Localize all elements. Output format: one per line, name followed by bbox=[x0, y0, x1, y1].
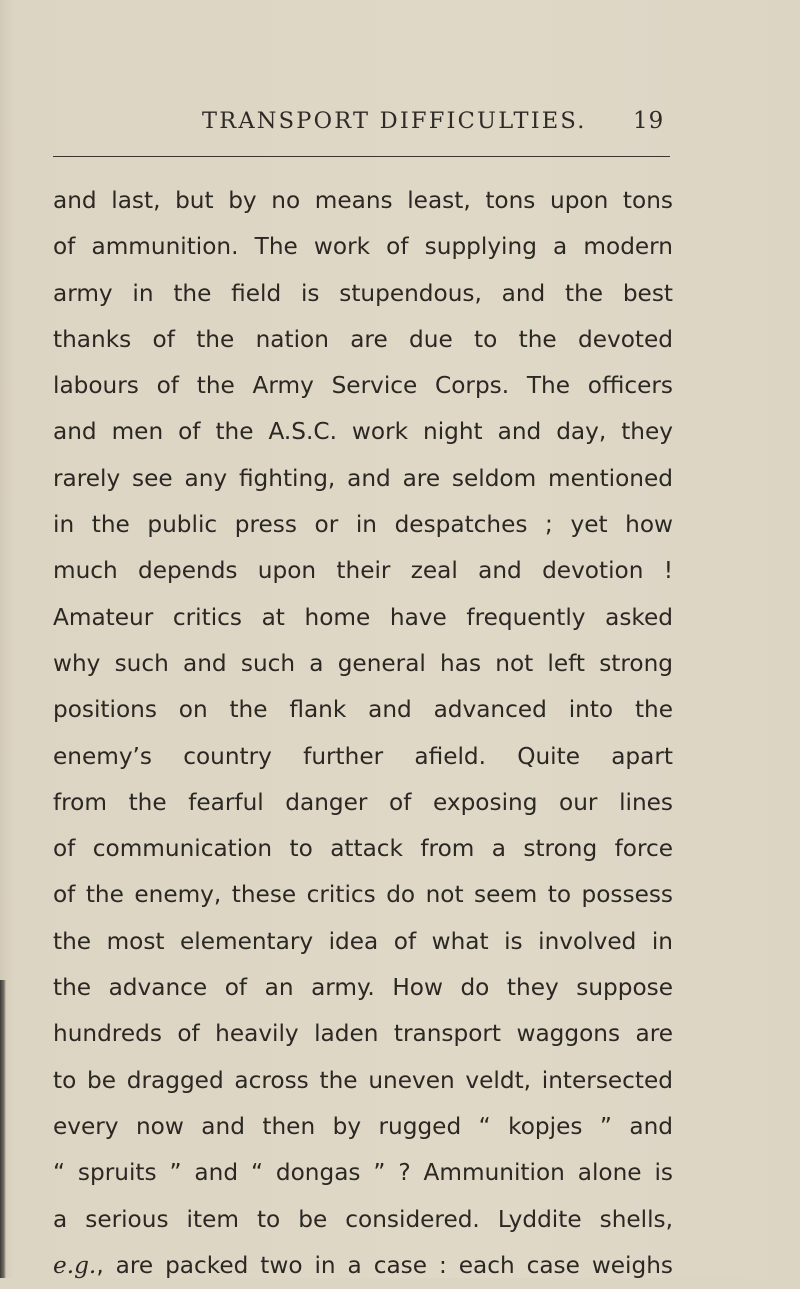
text-line: much depends upon their zeal and devotion ! bbox=[53, 557, 673, 585]
text-line: labours of the Army Service Corps. The officers bbox=[53, 372, 673, 400]
page-number: 19 bbox=[633, 108, 665, 134]
text-line: of communication to attack from a strong force bbox=[53, 835, 673, 863]
header-rule bbox=[53, 156, 670, 157]
page-header bbox=[40, 108, 700, 148]
page-binding-edge bbox=[0, 980, 6, 1278]
text-line: every now and then by rugged “ kopjes ” and bbox=[53, 1112, 673, 1140]
text-line: of ammunition. The work of supplying a modern bbox=[53, 233, 673, 261]
text-line: and men of the A.S.C. work night and day, they bbox=[53, 418, 673, 446]
text-line: in the public press or in despatches ; yet how bbox=[53, 511, 673, 539]
text-line: army in the field is stupendous, and the best bbox=[53, 279, 673, 307]
text-line: rarely see any fighting, and are seldom mentioned bbox=[53, 464, 673, 492]
text-line: a serious item to be considered. Lyddite shells, bbox=[53, 1205, 673, 1233]
text-line: hundreds of heavily laden transport waggons are bbox=[53, 1020, 673, 1048]
text-line: thanks of the nation are due to the devoted bbox=[53, 325, 673, 353]
text-line: the advance of an army. How do they suppose bbox=[53, 974, 673, 1002]
text-line: the most elementary idea of what is involved in bbox=[53, 927, 673, 955]
text-line: positions on the flank and advanced into the bbox=[53, 696, 673, 724]
text-line: to be dragged across the uneven veldt, intersected bbox=[53, 1066, 673, 1094]
text-line: of the enemy, these critics do not seem to possess bbox=[53, 881, 673, 909]
text-line: from the fearful danger of exposing our lines bbox=[53, 788, 673, 816]
text-line-last bbox=[53, 1243, 673, 1289]
body-text bbox=[53, 178, 673, 1289]
text-line: “ spruits ” and “ dongas ” ? Ammunition alone is bbox=[53, 1159, 673, 1187]
text-line: why such and such a general has not left strong bbox=[53, 649, 673, 677]
last-line-rest: , are packed two in a case : each case weighs bbox=[96, 1251, 673, 1279]
italic-abbreviation: e.g. bbox=[53, 1251, 97, 1279]
running-head: TRANSPORT DIFFICULTIES. bbox=[202, 108, 587, 134]
text-line: Amateur critics at home have frequently asked bbox=[53, 603, 673, 631]
text-line: enemy’s country further afield. Quite apart bbox=[53, 742, 673, 770]
text-line: and last, but by no means least, tons upon tons bbox=[53, 187, 673, 214]
